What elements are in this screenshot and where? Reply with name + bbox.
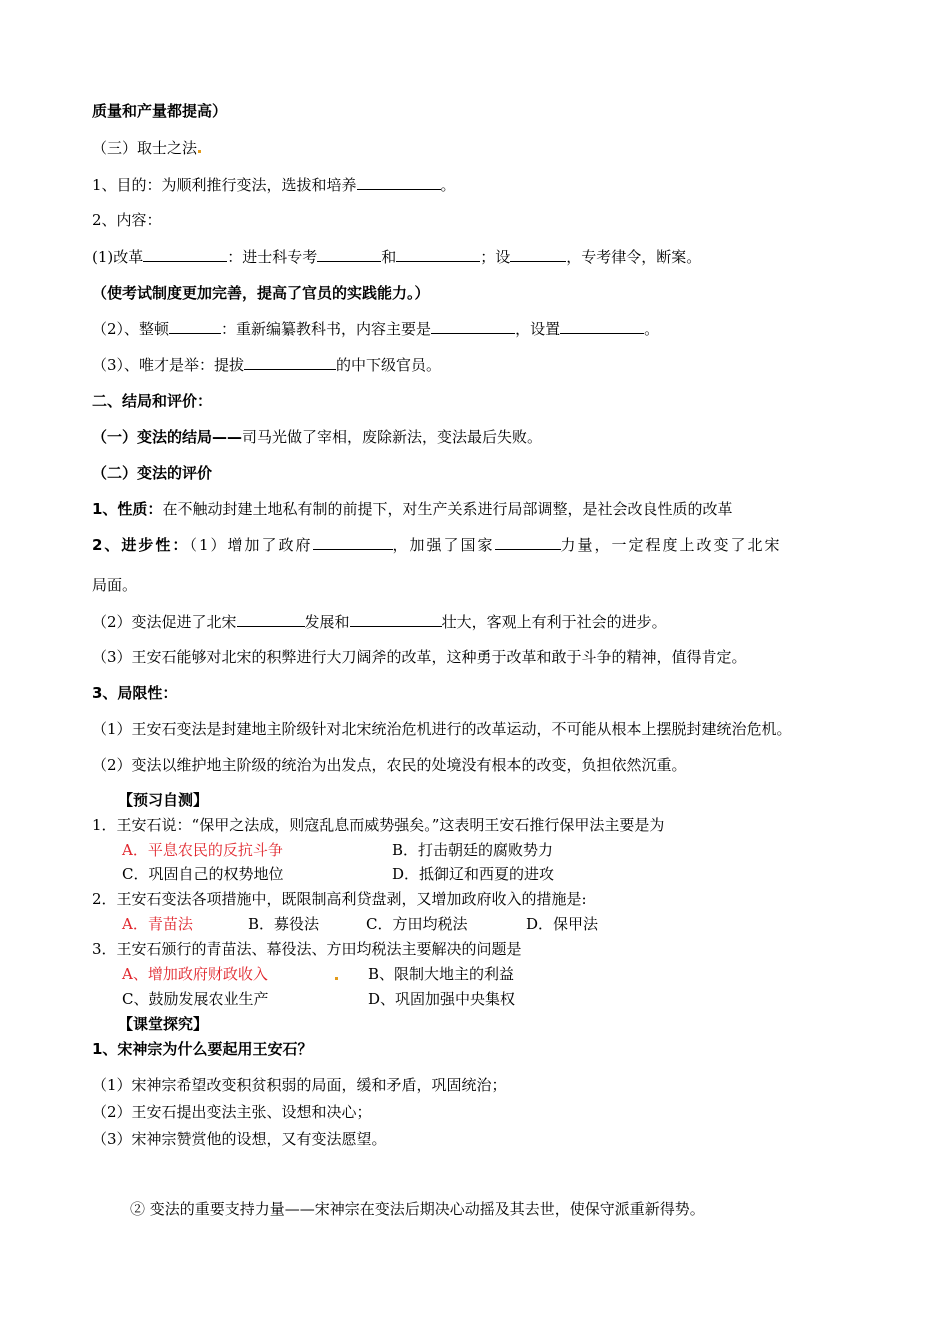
q3-option-c: C、鼓励发展农业生产 [122, 990, 269, 1008]
q2-option-d: D．保甲法 [526, 915, 599, 933]
support-note: ② 变法的重要支持力量——宋神宗在变法后期决心动摇及其去世，使保守派重新得势。 [130, 1200, 705, 1218]
explore-heading: 【课堂探究】 [118, 1015, 209, 1033]
fill-blank [431, 318, 515, 334]
fill-blank [560, 318, 644, 334]
question-3: 3．王安石颁行的青苗法、幕役法、方田均税法主要解决的问题是 [92, 940, 522, 958]
q3-option-b: B、限制大地主的利益 [368, 965, 515, 983]
fill-blank [237, 611, 305, 627]
question-2: 2．王安石变法各项措施中，既限制高利贷盘剥，又增加政府收入的措施是: [92, 890, 587, 908]
section-heading: 二、结局和评价： [92, 392, 213, 410]
q2-option-a: A．青苗法 [122, 915, 193, 933]
answer-3: （3）宋神宗赞赏他的设想，又有变法愿望。 [92, 1130, 387, 1148]
fill-blank [244, 354, 336, 370]
mark-dot [335, 977, 338, 980]
fill-blank [313, 534, 393, 550]
nature-line: 1、性质：在不触动封建土地私有制的前提下，对生产关系进行局部调整，是社会改良性质的改革 [92, 500, 733, 518]
evaluation-heading: （二）变法的评价 [92, 464, 213, 482]
purpose-line: 1、目的：为顺利推行变法，选拔和培养 。 [92, 176, 456, 194]
limitation-1: （1）王安石变法是封建地主阶级针对北宋统治危机进行的改革运动，不可能从根本上摆脱封建统治危机。 [92, 720, 792, 738]
continued-text: 质量和产量都提高） [92, 102, 228, 120]
quiz-heading: 【预习自测】 [118, 791, 209, 809]
content-label: 2、内容： [92, 211, 162, 229]
fill-blank [357, 174, 441, 190]
answer-1: （1）宋神宗希望改变积贫积弱的局面，缓和矛盾，巩固统治； [92, 1076, 507, 1094]
q2-option-b: B．募役法 [248, 915, 320, 933]
question-1: 1．王安石说：“保甲之法成，则寇乱息而威势强矣。”这表明王安石推行保甲法主要是为 [92, 816, 665, 834]
progress-line: 2、进步性：（1）增加了政府 ，加强了国家 力量，一定程度上改变了北宋 [92, 536, 782, 554]
fill-blank [350, 611, 442, 627]
q3-option-a: A、增加政府财政收入 [122, 965, 268, 983]
talent-line: （3）、唯才是举：提拔 的中下级官员。 [92, 356, 442, 374]
fill-blank [169, 318, 221, 334]
answer-2: （2）王安石提出变法主张、设想和决心； [92, 1103, 372, 1121]
q1-option-c: C．巩固自己的权势地位 [122, 865, 284, 883]
mark-dot [198, 150, 201, 153]
exam-note: （使考试制度更加完善，提高了官员的实践能力。） [92, 284, 430, 302]
reform-line: (1)改革 ：进士科专考 和 ；设 ，专考律令，断案。 [92, 248, 702, 266]
limitation-2: （2）变法以维护地主阶级的统治为出发点，农民的处境没有根本的改变，负担依然沉重。 [92, 756, 687, 774]
progress3-line: （3）王安石能够对北宋的积弊进行大刀阔斧的改革，这种勇于改革和敢于斗争的精神，值得肯定。 [92, 648, 747, 666]
fill-blank [510, 246, 566, 262]
fill-blank [495, 534, 561, 550]
q2-option-c: C．方田均税法 [366, 915, 468, 933]
subsection-heading: （三）取士之法 [92, 138, 201, 158]
fill-blank [143, 246, 227, 262]
explore-question: 1、宋神宗为什么要起用王安石？ [92, 1040, 313, 1058]
fill-blank [396, 246, 480, 262]
q1-option-a: A．平息农民的反抗斗争 [122, 841, 283, 859]
progress-line-cont: 局面。 [92, 576, 138, 594]
q3-option-d: D、巩固加强中央集权 [368, 990, 516, 1008]
q1-option-b: B．打击朝廷的腐败势力 [392, 841, 554, 859]
limitation-heading: 3、局限性： [92, 684, 178, 702]
outcome-line: （一）变法的结局——司马光做了宰相，废除新法，变法最后失败。 [92, 428, 543, 446]
progress2-line: （2）变法促进了北宋 发展和 壮大，客观上有利于社会的进步。 [92, 613, 667, 631]
rectify-line: （2）、整顿 ：重新编纂教科书，内容主要是 ，设置 。 [92, 320, 660, 338]
q1-option-d: D．抵御辽和西夏的进攻 [392, 865, 555, 883]
fill-blank [317, 246, 381, 262]
